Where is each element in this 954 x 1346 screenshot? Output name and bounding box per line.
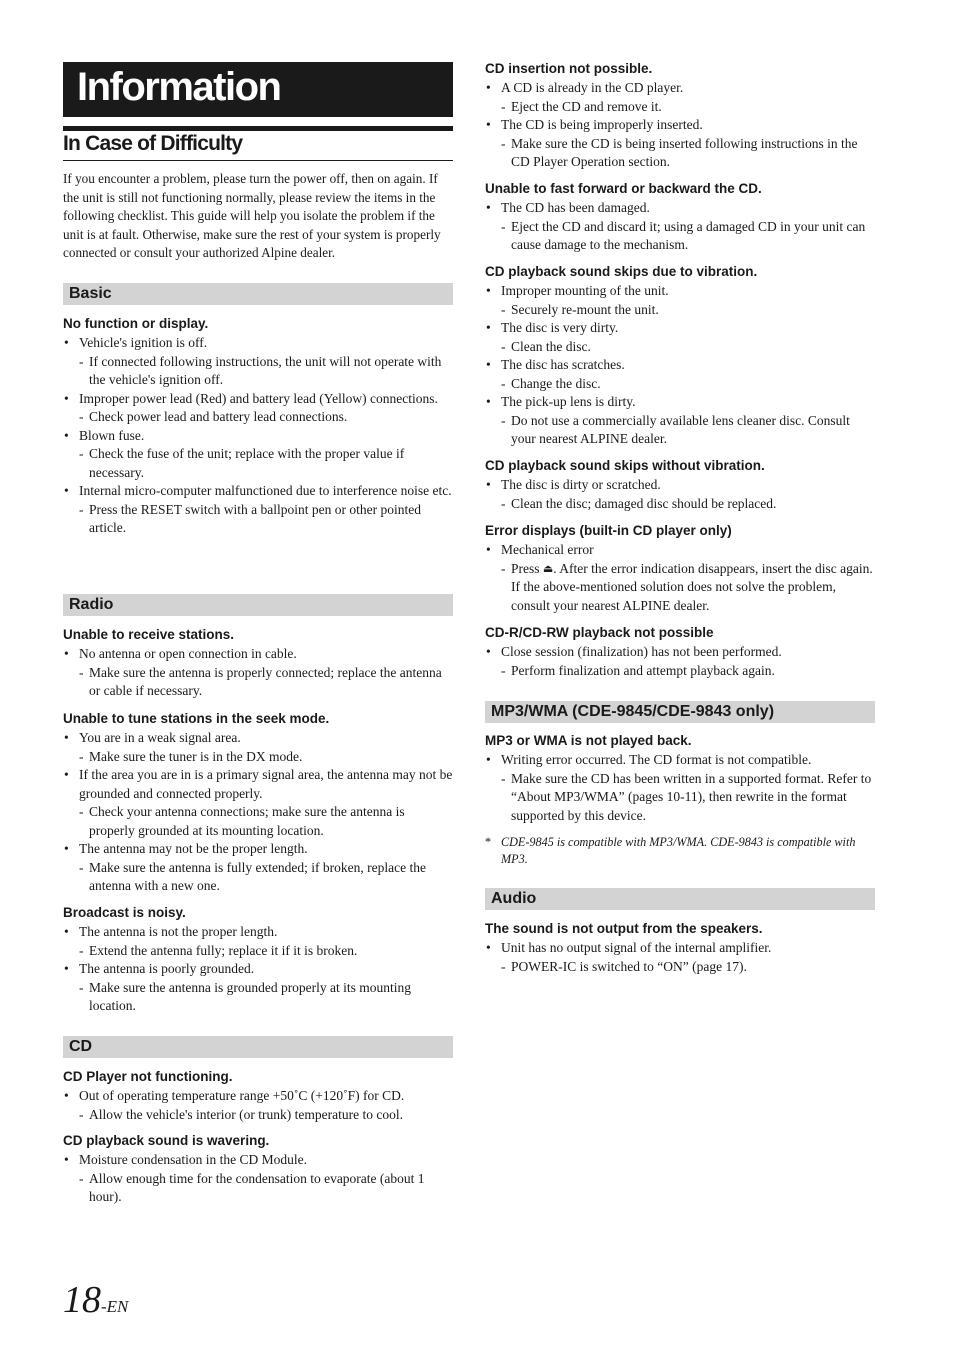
eject-icon: ⏏ <box>542 562 554 575</box>
page-number <box>63 1278 128 1322</box>
section-header-mp3-wma: MP3/WMA (CDE-9845/CDE-9843 only) <box>485 701 875 723</box>
section-header-basic: Basic <box>63 283 453 305</box>
remedy-item: - Make sure the antenna is fully extended; if broken, replace the antenna with a new one. <box>63 859 453 896</box>
cause-item: • The disc is dirty or scratched. <box>485 476 877 495</box>
remedy-item: - Allow the vehicle's interior (or trunk) temperature to cool. <box>63 1106 453 1125</box>
cause-item: • Writing error occurred. The CD format is not compatible. <box>485 751 877 770</box>
cause-item: • Close session (finalization) has not been performed. <box>485 643 877 662</box>
intro-paragraph: If you encounter a problem, please turn the power off, then on again. If the unit is still not functioning normally, please review the items in the following checklist. This guide will help you isolate the problem if the unit is at fault. Otherwise, make sure the rest of your system is properly connected or consult your authorized Alpine dealer. <box>63 171 441 261</box>
remedy-item: - Check power lead and battery lead connections. <box>63 408 453 427</box>
page-number-value: 18 <box>63 1279 101 1321</box>
problem-heading: CD playback sound skips due to vibration. <box>485 264 758 279</box>
remedy-item: - Eject the CD and remove it. <box>485 98 877 117</box>
remedy-item: - Clean the disc; damaged disc should be replaced. <box>485 495 877 514</box>
cause-item: • The pick-up lens is dirty. <box>485 393 877 412</box>
cause-item: • A CD is already in the CD player. <box>485 79 877 98</box>
cause-item: • The CD is being improperly inserted. <box>485 116 877 135</box>
cause-item: • Improper mounting of the unit. <box>485 282 877 301</box>
troubleshoot-seek <box>63 710 453 896</box>
problem-heading: Error displays (built-in CD player only) <box>485 523 732 538</box>
troubleshoot-error-displays <box>485 522 877 615</box>
troubleshoot-cd-not-functioning <box>63 1068 453 1124</box>
problem-heading: MP3 or WMA is not played back. <box>485 733 692 748</box>
page-title: Information <box>63 62 453 117</box>
cause-item: • Vehicle's ignition is off. <box>63 334 453 353</box>
compatibility-note <box>485 834 877 867</box>
problem-heading: Unable to receive stations. <box>63 627 235 642</box>
cause-item: • Unit has no output signal of the internal amplifier. <box>485 939 877 958</box>
remedy-text-pre: Press <box>511 560 543 576</box>
remedy-item: - Make sure the CD is being inserted following instructions in the CD Player Operation section. <box>485 135 877 172</box>
troubleshoot-cd-skips-vibration <box>485 263 877 449</box>
remedy-item: - Press the RESET switch with a ballpoint pen or other pointed article. <box>63 501 453 538</box>
troubleshoot-noisy <box>63 904 453 1016</box>
remedy-item: - Make sure the CD has been written in a supported format. Refer to “About MP3/WMA” (pages 10-11), then rewrite in the format supported by this device. <box>485 770 877 826</box>
problem-heading: Unable to tune stations in the seek mode. <box>63 711 330 726</box>
remedy-item: - Make sure the tuner is in the DX mode. <box>63 748 453 767</box>
troubleshoot-cd-fast-forward <box>485 180 877 255</box>
problem-heading: CD Player not functioning. <box>63 1069 233 1084</box>
cause-item: • Moisture condensation in the CD Module. <box>63 1151 453 1170</box>
cause-item: • Improper power lead (Red) and battery lead (Yellow) connections. <box>63 390 453 409</box>
cause-item: • Mechanical error <box>485 541 877 560</box>
remedy-item: - Allow enough time for the condensation to evaporate (about 1 hour). <box>63 1170 453 1207</box>
remedy-item: - Check your antenna connections; make sure the antenna is properly grounded at its mounting location. <box>63 803 453 840</box>
cause-item: • Internal micro-computer malfunctioned due to interference noise etc. <box>63 482 453 501</box>
troubleshoot-receive <box>63 626 453 701</box>
remedy-item: - Securely re-mount the unit. <box>485 301 877 320</box>
troubleshoot-no-function <box>63 315 453 538</box>
cause-item: • No antenna or open connection in cable. <box>63 645 453 664</box>
section-header-cd: CD <box>63 1036 453 1058</box>
remedy-item: - Change the disc. <box>485 375 877 394</box>
remedy-text-post: . After the error indication disappears, insert the disc again. If the above-mentioned solution does not solve the problem, consult your nearest ALPINE dealer. <box>511 560 873 613</box>
problem-heading: Unable to fast forward or backward the CD. <box>485 181 762 196</box>
remedy-item: - Make sure the antenna is properly connected; replace the antenna or cable if necessary. <box>63 664 453 701</box>
troubleshoot-cd-insertion <box>485 60 877 172</box>
remedy-item: - POWER-IC is switched to “ON” (page 17). <box>485 958 877 977</box>
cause-item: • Blown fuse. <box>63 427 453 446</box>
troubleshoot-mp3-not-played <box>485 732 877 825</box>
problem-heading: CD-R/CD-RW playback not possible <box>485 625 714 640</box>
cause-item: • The disc is very dirty. <box>485 319 877 338</box>
cause-item: • The CD has been damaged. <box>485 199 877 218</box>
section-subtitle: In Case of Difficulty <box>63 130 453 161</box>
note-asterisk: * <box>485 835 492 849</box>
section-header-audio: Audio <box>485 888 875 910</box>
troubleshoot-cdr <box>485 624 877 680</box>
cause-item: • The antenna is poorly grounded. <box>63 960 453 979</box>
cause-item: • The disc has scratches. <box>485 356 877 375</box>
remedy-item: - Clean the disc. <box>485 338 877 357</box>
cause-item: • If the area you are in is a primary signal area, the antenna may not be grounded and connected properly. <box>63 766 453 803</box>
problem-heading: CD playback sound is wavering. <box>63 1133 270 1148</box>
problem-heading: Broadcast is noisy. <box>63 905 186 920</box>
problem-heading: CD playback sound skips without vibration. <box>485 458 765 473</box>
remedy-item: - If connected following instructions, the unit will not operate with the vehicle's ignition off. <box>63 353 453 390</box>
cause-item: • The antenna is not the proper length. <box>63 923 453 942</box>
remedy-item: - Do not use a commercially available lens cleaner disc. Consult your nearest ALPINE dealer. <box>485 412 877 449</box>
troubleshoot-cd-wavering <box>63 1132 453 1207</box>
cause-item: • The antenna may not be the proper length. <box>63 840 453 859</box>
cause-item: • You are in a weak signal area. <box>63 729 453 748</box>
problem-heading: No function or display. <box>63 316 209 331</box>
troubleshoot-cd-skips-no-vibration <box>485 457 877 513</box>
troubleshoot-no-output <box>485 920 877 976</box>
page-language-suffix: -EN <box>101 1297 129 1316</box>
section-header-radio: Radio <box>63 594 453 616</box>
remedy-item: - Check the fuse of the unit; replace with the proper value if necessary. <box>63 445 453 482</box>
remedy-item: - Eject the CD and discard it; using a damaged CD in your unit can cause damage to the mechanism. <box>485 218 877 255</box>
remedy-item: - Make sure the antenna is grounded properly at its mounting location. <box>63 979 453 1016</box>
note-text: CDE-9845 is compatible with MP3/WMA. CDE-9843 is compatible with MP3. <box>501 835 856 866</box>
remedy-item: - Extend the antenna fully; replace it if it is broken. <box>63 942 453 961</box>
problem-heading: CD insertion not possible. <box>485 61 653 76</box>
cause-item: • Out of operating temperature range +50˚C (+120˚F) for CD. <box>63 1087 453 1106</box>
problem-heading: The sound is not output from the speakers. <box>485 921 763 936</box>
remedy-item: - Perform finalization and attempt playback again. <box>485 662 877 681</box>
remedy-item <box>485 560 877 616</box>
